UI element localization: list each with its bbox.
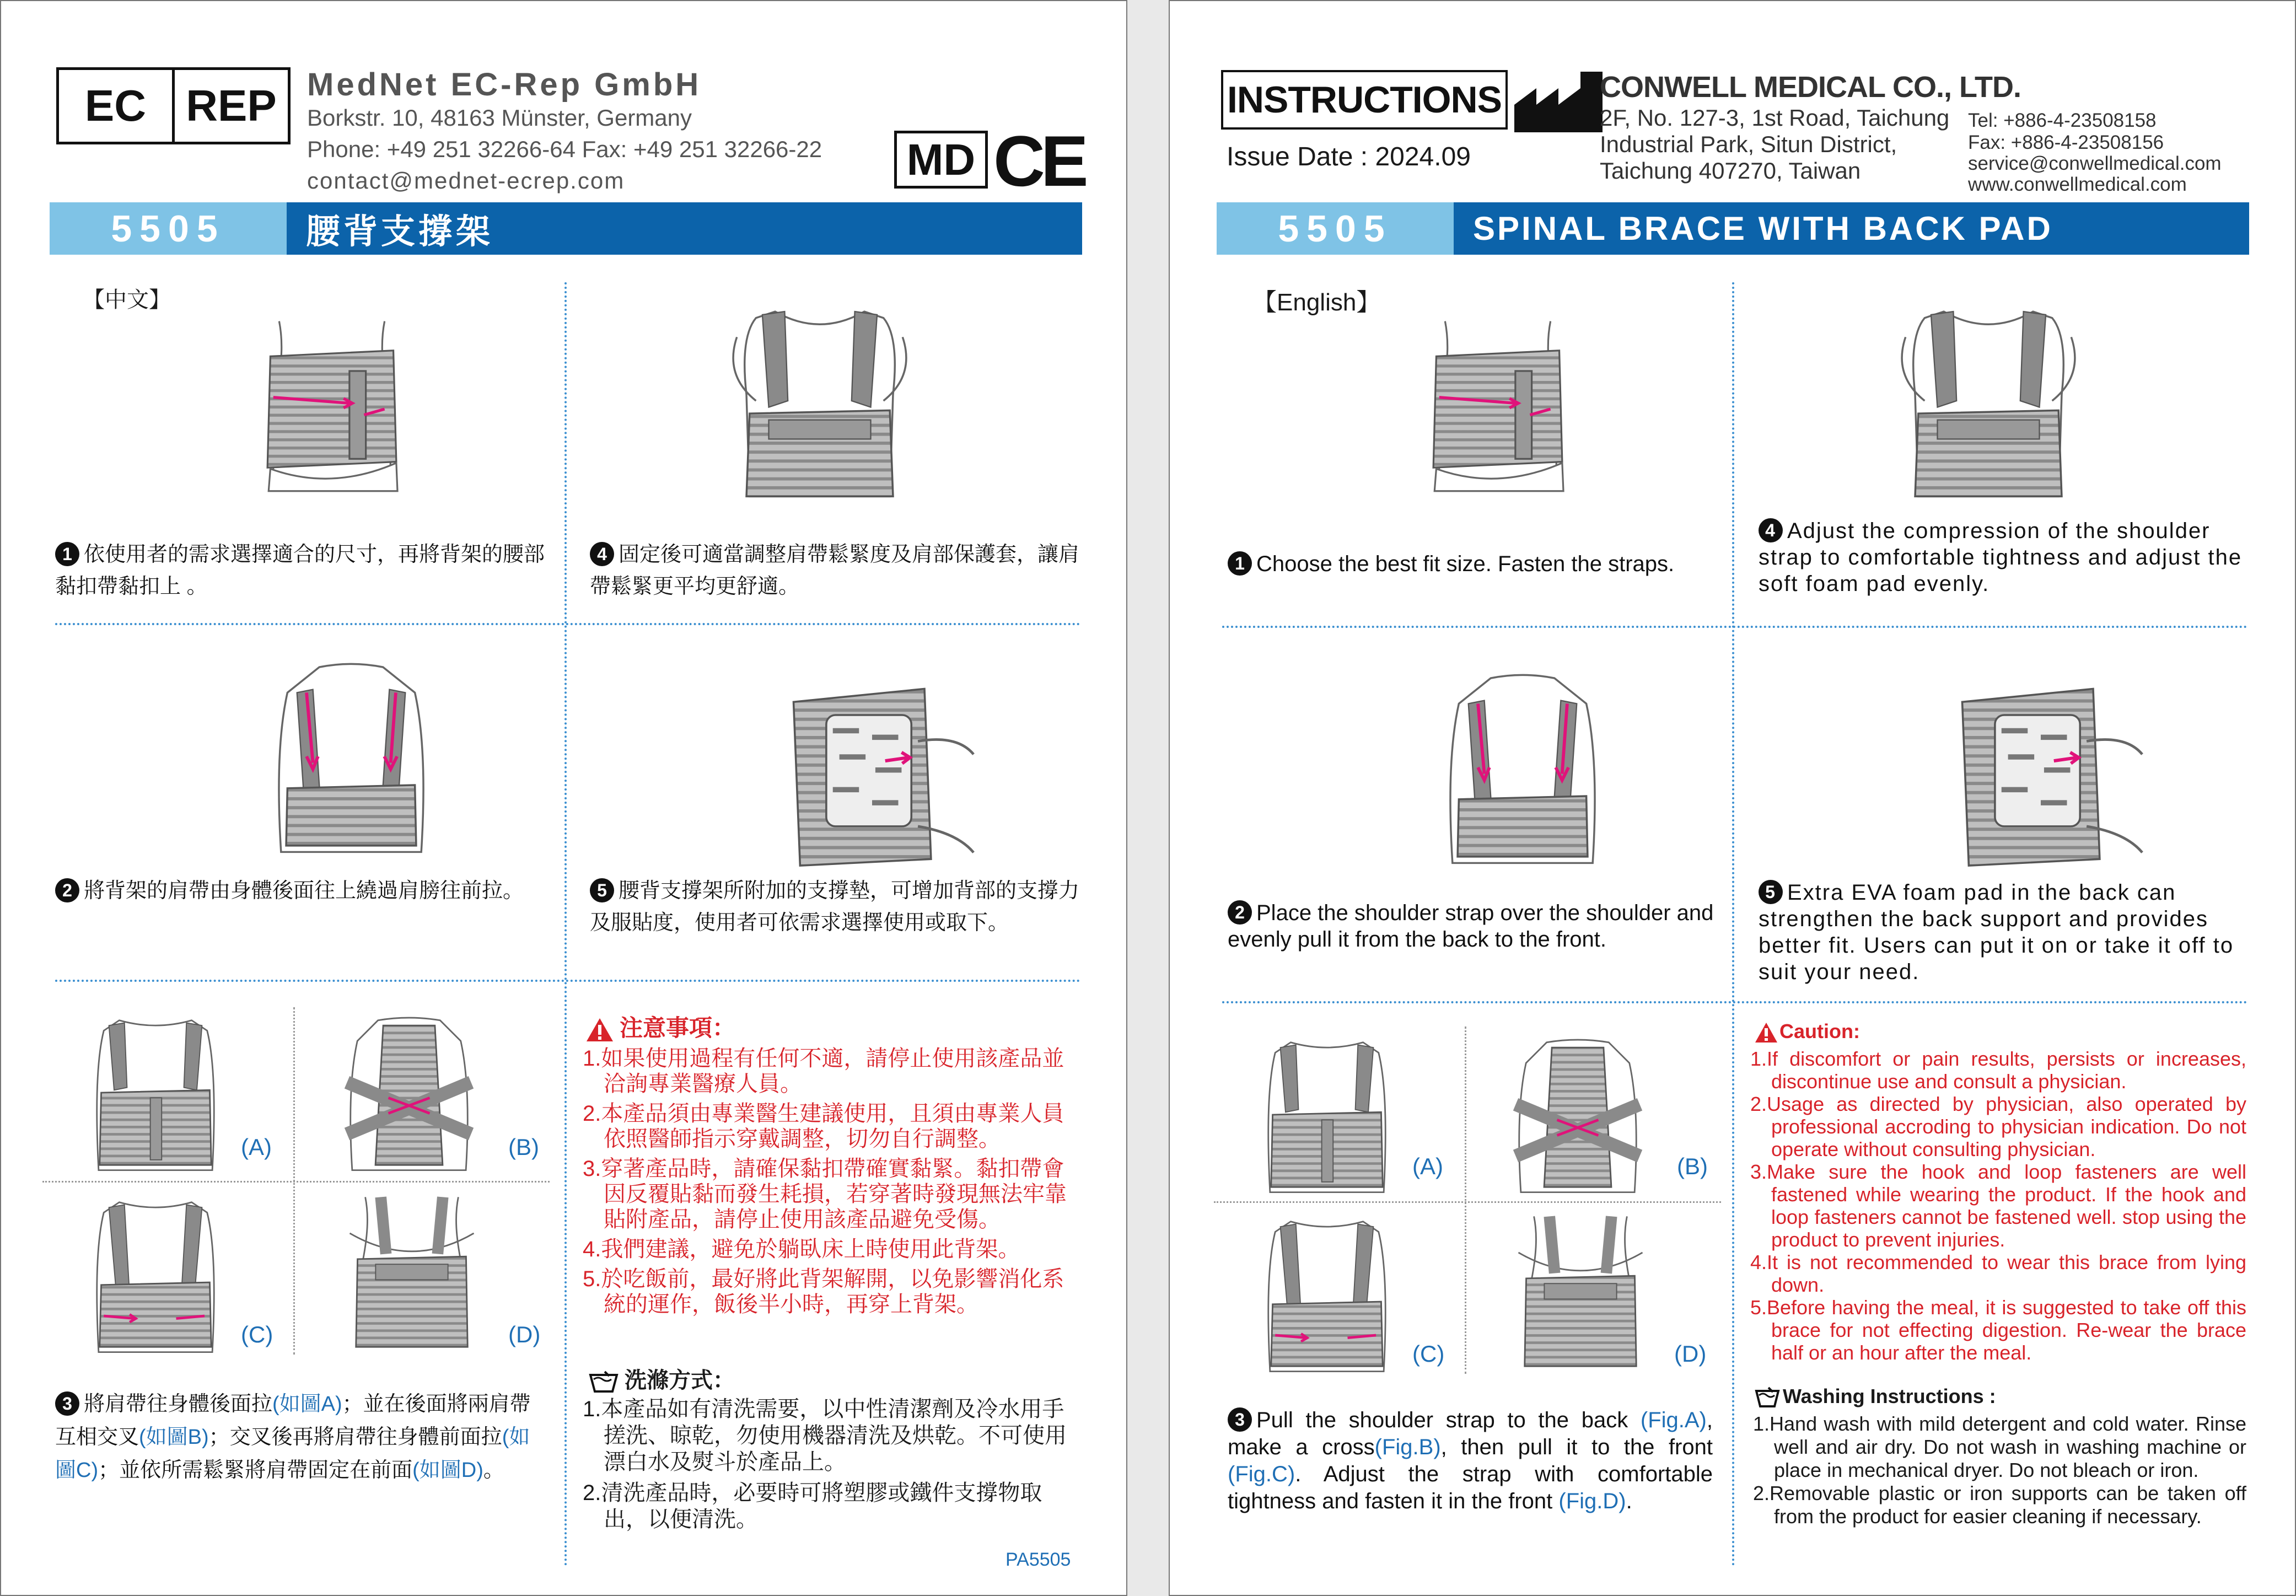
- step-number: 4: [590, 542, 614, 566]
- manufacturer-address-3: Taichung 407270, Taiwan: [1600, 158, 1861, 184]
- row-divider-1: [1222, 626, 2247, 628]
- caution-item: 5.Before having the meal, it is suggested to take off this brace for not effecting digestion. Re-wear the brace half or an hour after the meal.: [1750, 1296, 2246, 1364]
- figure-label-b: (B): [1677, 1153, 1708, 1179]
- figure-step3-b: [326, 1010, 492, 1175]
- step3-text-i: .: [1626, 1489, 1632, 1513]
- fig-ref-a: (如圖A): [272, 1393, 342, 1416]
- wash-list: [583, 1396, 1076, 1533]
- product-title: SPINAL BRACE WITH BACK PAD: [1454, 202, 2249, 255]
- manufacturer-fax: Fax: +886-4-23508156: [1968, 132, 2164, 153]
- step3-text-a: 將肩帶往身體後面拉: [84, 1393, 273, 1416]
- step-number: 1: [55, 542, 79, 566]
- caution-item: 1.如果使用過程有任何不適，請停止使用該產品並洽詢專業醫療人員。: [583, 1046, 1064, 1096]
- language-label: 【中文】: [83, 288, 171, 312]
- figure-step4: [1886, 299, 2090, 503]
- figure-label-d: (D): [508, 1321, 541, 1347]
- step3-text-g: . Adjust the strap with comfortable tightness and fasten it in the front: [1228, 1462, 1713, 1513]
- caution-item: 5.於吃飯前，最好將此背架解開，以免影響消化系統的運作，飯後半小時，再穿上背架。: [583, 1267, 1064, 1316]
- figure-step3-d: [1495, 1211, 1666, 1377]
- column-divider: [1732, 282, 1734, 1567]
- rep-label: REP: [172, 67, 291, 144]
- figure-label-a: (A): [1412, 1153, 1443, 1179]
- ec-rep-email: contact@mednet-ecrep.com: [307, 168, 625, 194]
- row-divider-1: [55, 623, 1080, 625]
- row-divider-2: [55, 980, 1080, 982]
- step3-text-c: , make a cross: [1228, 1408, 1713, 1459]
- product-banner: [50, 202, 1082, 255]
- ec-rep-phone: Phone: +49 251 32266-64 Fax: +49 251 32266-22: [307, 136, 822, 162]
- caution-item: 4.It is not recommended to wear this brace from lying down.: [1750, 1251, 2246, 1296]
- figure-label-d: (D): [1674, 1341, 1707, 1367]
- caution-item: 3.穿著產品時，請確保黏扣帶確實黏緊。黏扣帶會因反覆貼黏而發生耗損，若穿著時發現無法牢靠貼附產品，請停止使用該產品避免受傷。: [583, 1157, 1067, 1232]
- fig-ref-b: (如圖B): [139, 1426, 209, 1449]
- language-label: 【English】: [1252, 289, 1381, 316]
- column-divider: [564, 282, 567, 1567]
- figure-label-a: (A): [241, 1134, 272, 1160]
- figure-step3-a: [1244, 1032, 1410, 1197]
- step-text: 依使用者的需求選擇適合的尺寸，再將背架的腰部黏扣帶黏扣上 。: [55, 543, 545, 598]
- manufacturer-tel: Tel: +886-4-23508158: [1968, 110, 2157, 131]
- step-text: 將背架的肩帶由身體後面往上繞過肩膀往前拉。: [84, 879, 524, 902]
- wash-item: 1.Hand wash with mild detergent and cold water. Rinse well and air dry. Do not wash in washing machine or place in mechanical dryer. Do not bleach or iron.: [1753, 1412, 2246, 1481]
- step-1: [1228, 548, 1724, 580]
- manufacturer-website: www.conwellmedical.com: [1968, 174, 2187, 195]
- caution-item: 2.Usage as directed by physician, also operated by professional accroding to physician indication. Do not operate without consulting physician.: [1750, 1093, 2246, 1160]
- issue-date: Issue Date : 2024.09: [1227, 142, 1471, 171]
- figure-step3-c: [1244, 1211, 1410, 1377]
- caution-list: [583, 1046, 1076, 1321]
- english-page: [1169, 0, 2296, 1596]
- figure-step5: [767, 663, 977, 872]
- step-number: 3: [55, 1391, 79, 1416]
- fig-ref-c: (如圖C): [55, 1426, 530, 1482]
- caution-item: 3.Make sure the hook and loop fasteners are well fastened while wearing the product. If the hook and loop fasteners cannot be fastened well. stop using the product to prevent injuries.: [1750, 1160, 2246, 1251]
- figure-step3-b: [1495, 1032, 1660, 1197]
- md-mark: MD: [894, 131, 988, 189]
- figure-label-b: (B): [508, 1134, 539, 1160]
- step-text: Choose the best fit size. Fasten the straps.: [1256, 552, 1675, 576]
- wash-heading: [588, 1363, 735, 1394]
- step-5: [590, 875, 1080, 939]
- fig-ref-a: (Fig.A): [1640, 1408, 1707, 1432]
- fig-ref-b: (Fig.B): [1374, 1435, 1441, 1459]
- step-number: 3: [1228, 1407, 1252, 1432]
- wash-item: 2.清洗產品時，必要時可將塑膠或鐵件支撐物取出，以便清洗。: [583, 1481, 1042, 1531]
- fig-ref-c: (Fig.C): [1228, 1462, 1295, 1486]
- figure-step4: [718, 299, 922, 503]
- caution-item: 2.本產品須由專業醫生建議使用，且須由專業人員依照醫師指示穿戴調整，切勿自行調整。: [583, 1101, 1064, 1151]
- step-number: 5: [590, 878, 614, 902]
- figure-label-c: (C): [241, 1321, 273, 1347]
- chinese-page: [0, 0, 1127, 1596]
- step-4: [1759, 518, 2244, 597]
- wash-item: 2.Removable plastic or iron supports can be taken off from the product for easier cleaning if necessary.: [1753, 1482, 2246, 1528]
- caution-heading: [1754, 1020, 1860, 1044]
- washing-tub-icon: [588, 1369, 619, 1394]
- figure-step2: [1421, 652, 1625, 883]
- step-2: [1228, 900, 1724, 953]
- step3-text-a: Pull the shoulder strap to the back: [1256, 1408, 1641, 1432]
- step-number: 2: [1228, 900, 1252, 925]
- step-4: [590, 539, 1080, 603]
- figure-grid-divider-h: [1214, 1201, 1721, 1203]
- manufacturer-icon: [1514, 72, 1614, 132]
- manufacturer-email: service@conwellmedical.com: [1968, 153, 2222, 174]
- caution-item: 4.我們建議，避免於躺臥床上時使用此背架。: [583, 1237, 1020, 1261]
- figure-step1: [1404, 315, 1591, 503]
- figure-grid-divider-v: [1465, 1027, 1466, 1374]
- step3-text-e: ；交叉後再將肩帶往身體前面拉: [208, 1426, 502, 1449]
- figure-step2: [249, 641, 453, 872]
- wash-title: Washing Instructions :: [1783, 1385, 1996, 1407]
- step-1: [55, 539, 551, 603]
- manufacturer-address-2: Industrial Park, Situn District,: [1600, 131, 1897, 157]
- figure-step1: [238, 315, 426, 503]
- step-number: 4: [1759, 518, 1783, 542]
- washing-tub-icon: [1754, 1387, 1781, 1409]
- ec-rep-address: Borkstr. 10, 48163 Münster, Germany: [307, 105, 692, 131]
- step-5: [1759, 879, 2244, 985]
- product-banner: [1217, 202, 2249, 255]
- step-text: 腰背支撐架所附加的支撐墊，可增加背部的支撐力及服貼度，使用者可依需求選擇使用或取下。: [590, 879, 1080, 934]
- caution-title: 注意事項：: [620, 1015, 736, 1041]
- caution-heading: [585, 1010, 735, 1043]
- step-number: 5: [1759, 880, 1783, 904]
- step-text: Place the shoulder strap over the shoulder and evenly pull it from the back to the front.: [1228, 901, 1714, 952]
- ec-rep-company: MedNet EC-Rep GmbH: [307, 67, 702, 103]
- step3-text-e: , then pull it to the front: [1440, 1435, 1713, 1459]
- step3-text-i: 。: [483, 1459, 504, 1482]
- product-code: 5505: [50, 202, 287, 255]
- fig-ref-d: (如圖D): [412, 1459, 483, 1482]
- instructions-label: INSTRUCTIONS: [1221, 70, 1508, 130]
- ec-label: EC: [56, 67, 175, 144]
- manufacturer-company: CONWELL MEDICAL CO., LTD.: [1600, 71, 2021, 104]
- figure-grid-divider-h: [42, 1181, 550, 1183]
- manufacturer-address-1: 2F, No. 127-3, 1st Road, Taichung: [1600, 105, 1950, 131]
- warning-icon: [585, 1017, 614, 1042]
- figure-step5: [1936, 663, 2146, 872]
- caution-title: Caution:: [1779, 1020, 1860, 1042]
- step3-text-c: ；並在後面將兩肩帶互相交叉: [55, 1393, 531, 1449]
- row-divider-2: [1222, 1001, 2247, 1003]
- wash-heading: [1754, 1385, 1996, 1409]
- step-text: 固定後可適當調整肩帶鬆緊度及肩部保護套，讓肩帶鬆緊更平均更舒適。: [590, 543, 1080, 598]
- figure-label-c: (C): [1412, 1341, 1445, 1367]
- product-code: 5505: [1217, 202, 1454, 255]
- figure-step3-d: [326, 1192, 497, 1357]
- caution-list: [1750, 1047, 2246, 1364]
- step3-text-g: ；並依所需鬆緊將肩帶固定在前面: [98, 1459, 413, 1482]
- step-text: Adjust the compression of the shoulder strap to comfortable tightness and adjust the soft foam pad evenly.: [1759, 519, 2243, 597]
- step-3: [55, 1388, 540, 1487]
- figure-step3-c: [73, 1192, 238, 1357]
- step-2: [55, 875, 568, 907]
- caution-item: 1.If discomfort or pain results, persists or increases, discontinue use and consult a physician.: [1750, 1047, 2246, 1093]
- warning-icon: [1754, 1022, 1778, 1044]
- figure-step3-a: [73, 1010, 238, 1175]
- document-code: PA5505: [1005, 1549, 1071, 1570]
- fig-ref-d: (Fig.D): [1558, 1489, 1626, 1513]
- wash-list: [1753, 1412, 2246, 1528]
- step-number: 1: [1228, 551, 1252, 576]
- ce-mark: CE: [993, 121, 1084, 201]
- step-text: Extra EVA foam pad in the back can strengthen the back support and provides better fit. Users can put it on or take it off to suit your need.: [1759, 880, 2234, 985]
- wash-title: 洗滌方式：: [625, 1368, 735, 1393]
- step-3: [1228, 1407, 1713, 1515]
- wash-item: 1.本產品如有清洗需要，以中性清潔劑及冷水用手搓洗、晾乾，勿使用機器清洗及烘乾。不可使用漂白水及熨斗於產品上。: [583, 1397, 1067, 1474]
- step-number: 2: [55, 878, 79, 902]
- product-title: 腰背支撐架: [287, 202, 1082, 255]
